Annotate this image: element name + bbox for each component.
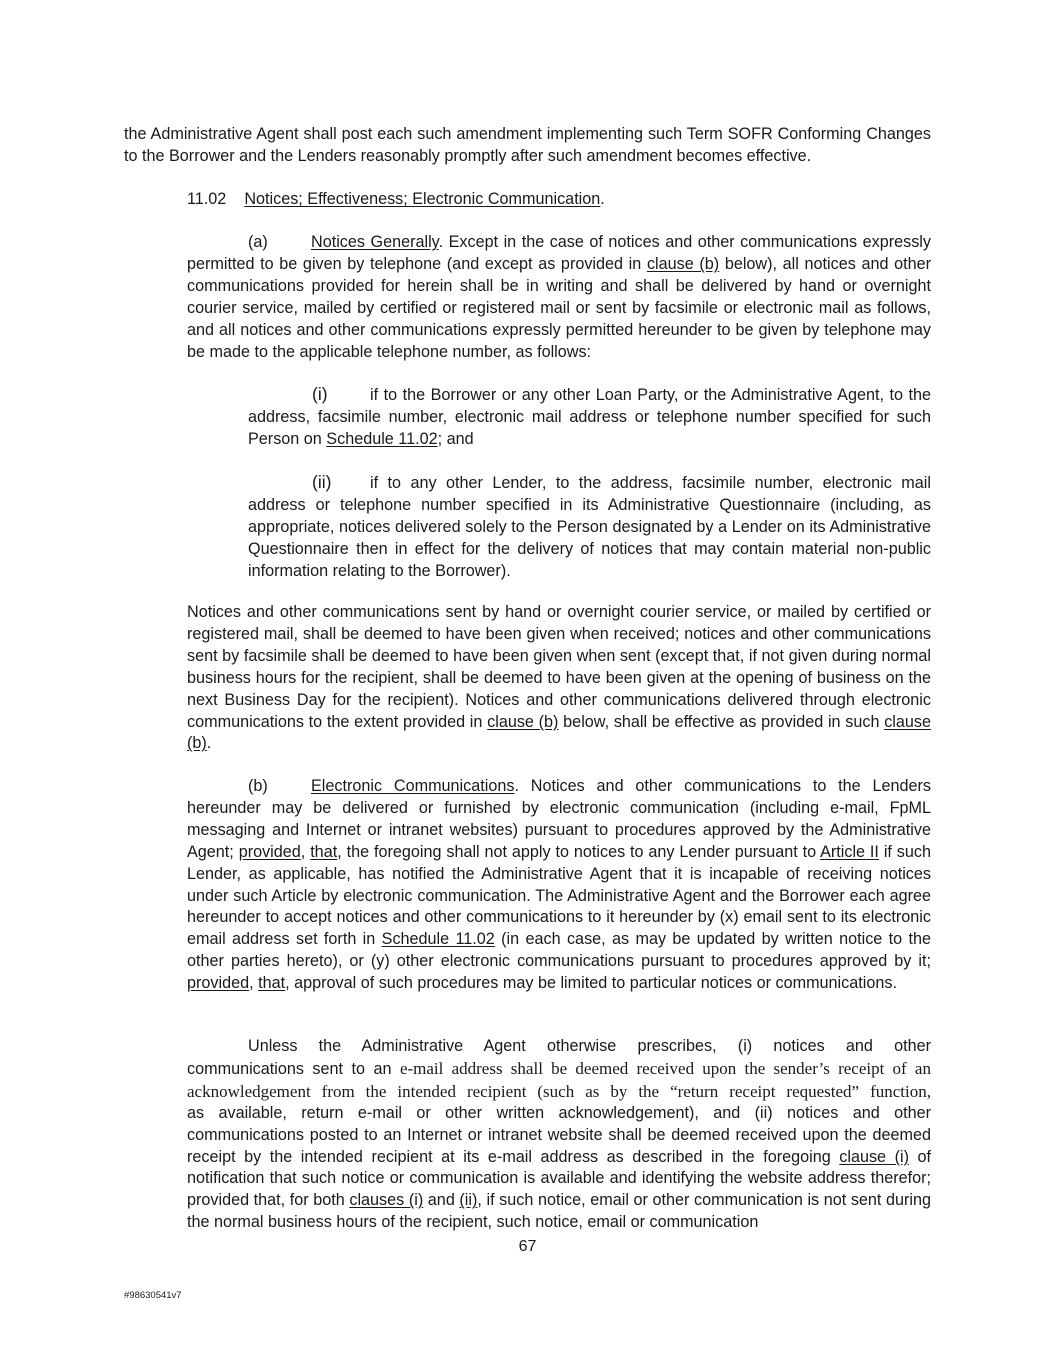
paragraph-a-label: (a) (248, 233, 268, 251)
paragraph-b-heading: Electronic Communications (311, 777, 515, 795)
page-number: 67 (518, 1238, 537, 1255)
item-ii: (ii) if to any other Lender, to the address, facsimile number, electronic mail address or telephone number specified in its Administrative Questionnaire (including, as appropriate, notices delivered solely to the Person designated by a Lender on its Administrative Questionnaire then in effect for the delivery of notices that may contain material non-public information relating to the Borrower). (248, 472, 931, 580)
notices-paragraph: Notices and other communications sent by hand or overnight courier service, or mailed by certified or registered mail, shall be deemed to have been given when received; notices and other communications sent by facsimile shall be deemed to have been given when sent (except that, if not given during normal business hours for the recipient, shall be deemed to have been given at the opening of business on the next Business Day for the recipient). Notices and other communications delivered through electronic communications to the extent provided in clause (b) below, shall be effective as provided in such clause (b). (187, 603, 931, 753)
unless-paragraph (187, 1036, 931, 1234)
section-title: Notices; Effectiveness; Electronic Communication (244, 190, 601, 208)
that-term: that (310, 842, 338, 861)
clause-ii-ref: (ii) (459, 1191, 478, 1210)
item-i-label: (i) (312, 384, 328, 404)
article-ii-ref: Article II (820, 842, 879, 861)
item-ii-label: (ii) (312, 472, 332, 492)
section-number: 11.02 (187, 190, 227, 208)
intro-paragraph (124, 124, 931, 168)
clause-b-ref: clause (b) (187, 712, 931, 753)
paragraph-a-heading: Notices Generally (311, 233, 439, 251)
that-term: that (258, 974, 286, 993)
unless-line-3: acknowledgement from the intended recipient (such as by the “return receipt requested” function, (187, 1081, 931, 1101)
paragraph-a: (a) Notices Generally. Except in the case of notices and other communications expressly permitted to be given by telephone (and except as provided in clause (b) below), all notices and other communications provided for herein shall be in writing and shall be delivered by hand or overnight courier service, mailed by certified or registered mail or sent by facsimile or electronic mail as follows, and all notices and other communications expressly permitted hereunder to be given by telephone may be made to the applicable telephone number, as follows: (187, 233, 931, 361)
schedule-11-02-ref: Schedule 11.02 (326, 429, 438, 448)
clause-b-ref: clause (b) (487, 712, 559, 731)
unless-rest: as available, return e-mail or other written acknowledgement), and (ii) notices and other communications posted to an Internet or intranet website shall be deemed received upon the deemed receipt by the intended recipient at its e-mail address as described in the foregoing clause (i) of notification that such notice or communication is available and identifying the website address therefor; provided that, for both clauses (i) and (ii), if such notice, email or other communication is not sent during the normal business hours of the recipient, such notice, email or communication (187, 1103, 932, 1232)
clause-i-ref: clause (i) (839, 1147, 909, 1166)
paragraph-b-label: (b) (248, 777, 268, 795)
unless-line-2: communications sent to an e-mail address shall be deemed received upon the sender’s receipt of an (187, 1058, 931, 1078)
schedule-11-02-ref: Schedule 11.02 (381, 930, 495, 949)
clauses-i-ref: clauses (i) (349, 1191, 424, 1210)
provided-term: provided (238, 842, 301, 861)
provided-term: provided (187, 974, 250, 993)
paragraph-b: (b) Electronic Communications. Notices and other communications to the Lenders hereunder may be delivered or furnished by electronic communication (including e-mail, FpML messaging and Internet or intranet websites) pursuant to procedures approved by the Administrative Agent; provided, that, the foregoing shall not apply to notices to any Lender pursuant to Article II if such Lender, as applicable, has notified the Administrative Agent that it is incapable of receiving notices under such Article by electronic communication. The Administrative Agent and the Borrower each agree hereunder to accept notices and other communications to it hereunder by (x) email sent to its electronic email address set forth in Schedule 11.02 (in each case, as may be updated by written notice to the other parties hereto), or (y) other electronic communications pursuant to procedures approved by it; provided, that, approval of such procedures may be limited to particular notices or communications. (187, 777, 932, 993)
unless-line-1: Unless the Administrative Agent otherwise prescribes, (i) notices and other (248, 1037, 931, 1055)
intro-text: the Administrative Agent shall post each such amendment implementing such Term SOFR Conforming Changes to the Borrower and the Lenders reasonably promptly after such amendment becomes effective. (124, 125, 931, 165)
document-id: #98630541v7 (124, 1290, 182, 1301)
clause-b-ref: clause (b) (646, 254, 720, 273)
item-i: (i) if to the Borrower or any other Loan Party, or the Administrative Agent, to the address, facsimile number, electronic mail address or telephone number specified for such Person on Schedule 11.02; and (248, 384, 931, 448)
section-heading: 11.02 Notices; Effectiveness; Electronic Communication. (187, 190, 605, 208)
